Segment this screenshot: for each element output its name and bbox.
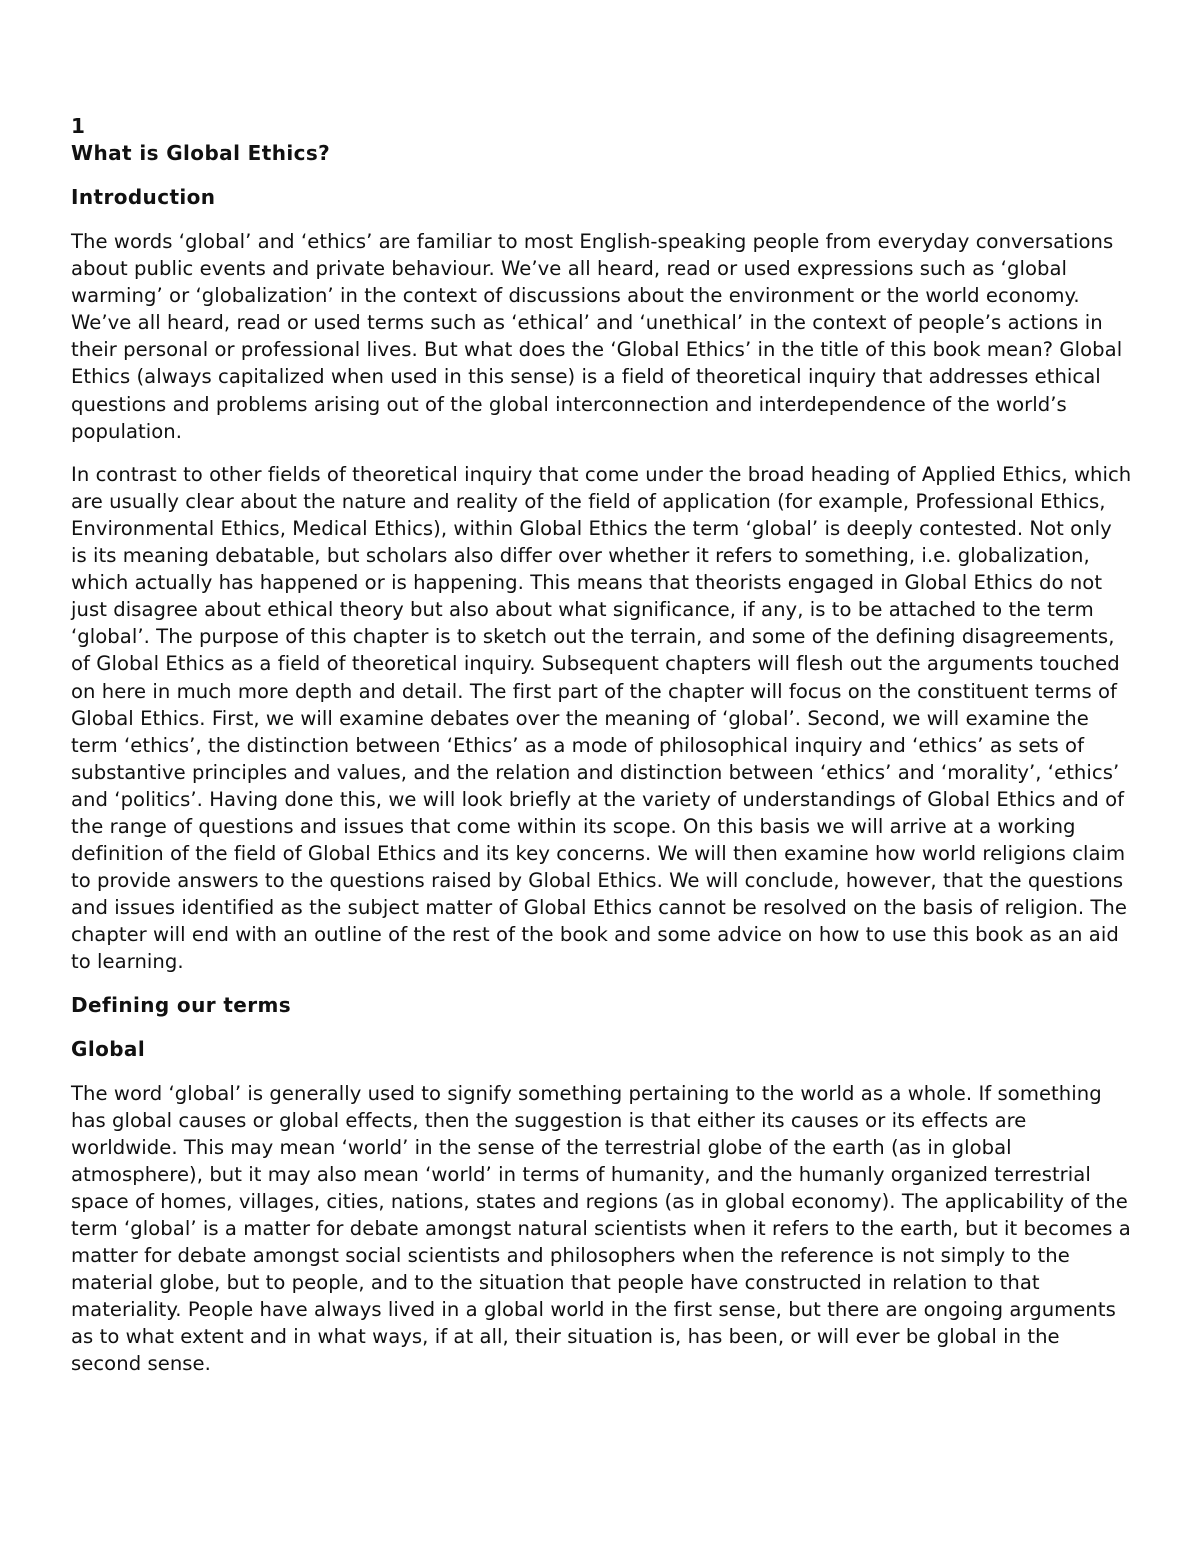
chapter-title: What is Global Ethics? [71,141,331,165]
chapter-number: 1 [71,114,86,138]
section-heading-introduction: Introduction [71,185,216,209]
section-heading-global: Global [71,1036,146,1061]
paragraph: The word ‘global’ is generally used to signify something pertaining to the world as a whole. If something has global causes or global effects, then the suggestion is that either its causes or its effects are worldwide. This may mean ‘world’ in the sense of the terrestrial globe of the earth (as in global atmosphere), but it may also mean ‘world’ in terms of humanity, and the humanly organized terrestrial space of homes, villages, cities, nations, states and regions (as in global economy). The applicability of the term ‘global’ is a matter for debate amongst natural scientists when it refers to the earth, but it becomes a matter for debate amongst social scientists and philosophers when the reference is not simply to the material globe, but to people, and to the situation that people have constructed in relation to that materiality. People have always lived in a global world in the first sense, but there are ongoing arguments as to what extent and in what ways, if at all, their situation is, has been, or will ever be global in the second sense. [71,1081,1131,1376]
document-page [71,113,1133,1394]
paragraph: The words ‘global’ and ‘ethics’ are familiar to most English-speaking people from everyday conversations about public events and private behaviour. We’ve all heard, read or used expressions such as ‘global warming’ or ‘globalization’ in the context of discussions about the environment or the world economy. We’ve all heard, read or used terms such as ‘ethical’ and ‘unethical’ in the context of people’s actions in their personal or professional lives. But what does the ‘Global Ethics’ in the title of this book mean? Global Ethics (always capitalized when used in this sense) is a field of theoretical inquiry that addresses ethical questions and problems arising out of the global interconnection and interdependence of the world’s population. [71,230,1123,443]
paragraph: In contrast to other fields of theoretical inquiry that come under the broad heading of Applied Ethics, which are usually clear about the nature and reality of the field of application (for example, Professional Ethics, Environmental Ethics, Medical Ethics), within Global Ethics the term ‘global’ is deeply contested. Not only is its meaning debatable, but scholars also differ over whether it refers to something, i.e. globalization, which actually has happened or is happening. This means that theorists engaged in Global Ethics do not just disagree about ethical theory but also about what significance, if any, is to be attached to the term ‘global’. The purpose of this chapter is to sketch out the terrain, and some of the defining disagreements, of Global Ethics as a field of theoretical inquiry. Subsequent chapters will flesh out the arguments touched on here in much more depth and detail. The first part of the chapter will focus on the constituent terms of Global Ethics. First, we will examine debates over the meaning of ‘global’. Second, we will examine the term ‘ethics’, the distinction between ‘Ethics’ as a mode of philosophical inquiry and ‘ethics’ as sets of substantive principles and values, and the relation and distinction between ‘ethics’ and ‘morality’, ‘ethics’ and ‘politics’. Having done this, we will look briefly at the variety of understandings of Global Ethics and of the range of questions and issues that come within its scope. On this basis we will arrive at a working definition of the field of Global Ethics and its key concerns. We will then examine how world religions claim to provide answers to the questions raised by Global Ethics. We will conclude, however, that the questions and issues identified as the subject matter of Global Ethics cannot be resolved on the basis of religion. The chapter will end with an outline of the rest of the book and some advice on how to use this book as an aid to learning. [71,462,1132,974]
section-heading-defining-terms: Defining our terms [71,992,292,1017]
